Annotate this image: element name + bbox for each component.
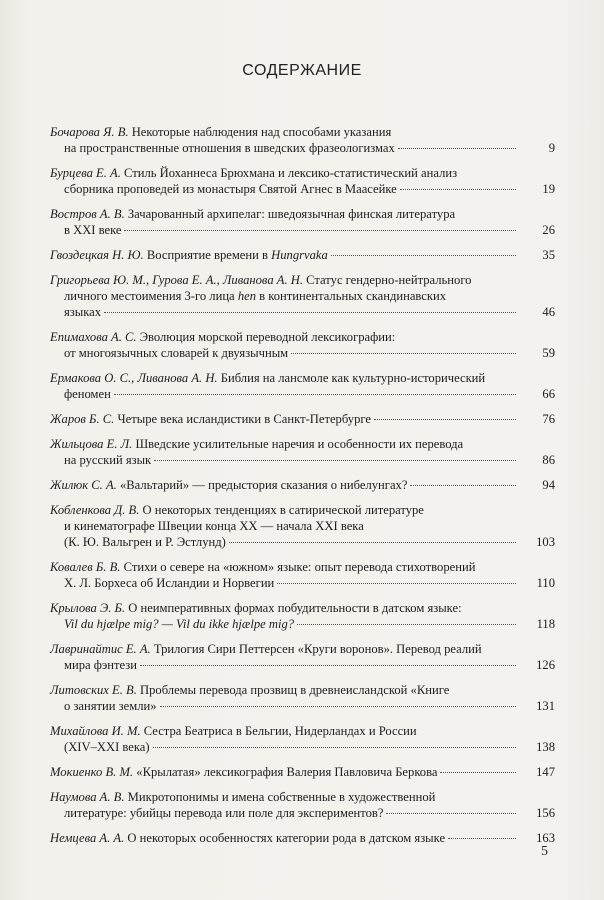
toc-entry-text	[64, 345, 288, 361]
toc-entry-line	[50, 181, 519, 197]
toc-entry-page: 66	[542, 387, 555, 401]
toc-entry	[50, 124, 555, 156]
toc-entry-title: «Крылатая» лексикография Валерия Павловича Беркова	[133, 765, 438, 779]
toc-entry-author: Немцева А. А.	[50, 831, 125, 845]
toc-entry-line	[50, 723, 519, 739]
toc-entry-title: Стиль Йоханнеса Брюхмана и лексико-статистический анализ	[120, 166, 458, 180]
toc-entry-text	[50, 830, 445, 846]
toc-entry-text	[64, 534, 226, 550]
toc-entry-line	[50, 789, 519, 805]
dot-leader	[386, 812, 516, 814]
toc-entry-line	[50, 272, 519, 288]
toc-entry	[50, 436, 555, 468]
toc-entry-author: Литовских Е. В.	[50, 683, 137, 697]
toc-entry-text	[64, 698, 157, 714]
toc-entry-line	[50, 206, 519, 222]
toc-entry-title-cont: о занятии земли»	[64, 699, 157, 713]
toc-entry-title-cont: личного местоимения 3-го лица	[64, 289, 238, 303]
toc-entry-text	[64, 739, 150, 755]
dot-leader	[229, 541, 516, 543]
toc-entry-line	[50, 830, 519, 846]
toc-entry-title-cont: от многоязычных словарей к двуязычным	[64, 346, 289, 360]
toc-entry	[50, 247, 555, 263]
toc-entry	[50, 329, 555, 361]
toc-entry-author: Жаров Б. С.	[50, 412, 115, 426]
dot-leader	[160, 705, 516, 707]
dot-leader	[400, 188, 516, 190]
toc-entry-text	[64, 386, 111, 402]
toc-entry-line	[50, 698, 519, 714]
toc-entry-page: 138	[536, 740, 555, 754]
toc-entry-author: Михайлова И. М.	[50, 724, 141, 738]
toc-entry-title: Микротопонимы и имена собственные в художественной	[124, 790, 436, 804]
toc-entry-line	[50, 329, 519, 345]
toc-entry-page: 46	[542, 305, 555, 319]
toc-entry-author: Гвоздецкая Н. Ю.	[50, 248, 144, 262]
toc-entry-title: Шведские усилительные наречия и особенности их перевода	[132, 437, 464, 451]
toc-entry-title-cont: на русский язык	[64, 453, 152, 467]
toc-entry-page: 76	[542, 412, 555, 426]
toc-entry-title-cont: феномен	[64, 387, 111, 401]
toc-entry-text	[50, 764, 437, 780]
toc-entry-title: Стихи о севере на «южном» языке: опыт перевода стихотворений	[120, 560, 476, 574]
toc-entry-page: 118	[536, 617, 555, 631]
toc-entry-title-cont: в XXI веке	[64, 223, 122, 237]
toc-entry	[50, 370, 555, 402]
toc-entry-text	[64, 657, 137, 673]
toc-entry-author: Крылова Э. Б.	[50, 601, 126, 615]
toc-entry-line	[50, 345, 519, 361]
toc-entry-page: 156	[536, 806, 555, 820]
toc-entry-line	[50, 575, 519, 591]
toc-entry	[50, 600, 555, 632]
toc-entry-line	[50, 222, 519, 238]
toc-entry-author: Ковалев Б. В.	[50, 560, 121, 574]
toc-entry-page: 163	[536, 831, 555, 845]
toc-entry-page: 110	[536, 576, 555, 590]
toc-entry-text	[64, 805, 383, 821]
dot-leader	[114, 393, 516, 395]
toc-entry-page: 35	[542, 248, 555, 262]
toc-entry-title-italic: hen	[237, 289, 256, 303]
toc-entry-title: О некоторых особенностях категории рода в датском языке	[124, 831, 446, 845]
toc-entry-title: Статус гендерно-нейтрального	[303, 273, 472, 287]
toc-entry-line	[50, 411, 519, 427]
toc-entry-line	[50, 518, 519, 534]
table-of-contents	[50, 124, 555, 855]
toc-entry-line	[50, 764, 519, 780]
dot-leader	[104, 311, 516, 313]
toc-entry	[50, 641, 555, 673]
toc-entry-title-cont: (XIV–XXI века)	[64, 740, 150, 754]
toc-entry-author: Ермакова О. С., Ливанова А. Н.	[50, 371, 218, 385]
toc-entry-title-cont: в континентальных скандинавских	[256, 289, 447, 303]
toc-entry-author: Епимахова А. С.	[50, 330, 137, 344]
toc-entry-title: О некоторых тенденциях в сатирической литературе	[139, 503, 424, 517]
toc-entry-author: Наумова А. В.	[50, 790, 125, 804]
toc-entry-page: 103	[536, 535, 555, 549]
toc-entry-line	[50, 288, 519, 304]
toc-entry-line	[50, 140, 519, 156]
dot-leader	[140, 664, 516, 666]
toc-entry-title: Восприятие времени в	[143, 248, 272, 262]
toc-entry-page: 94	[542, 478, 555, 492]
toc-entry-author: Кобленкова Д. В.	[50, 503, 140, 517]
toc-entry-author: Мокиенко В. М.	[50, 765, 134, 779]
toc-entry-author: Григорьева Ю. М., Гурова Е. А., Ливанова А. Н.	[50, 273, 303, 287]
toc-entry	[50, 477, 555, 493]
toc-entry-title: Четыре века исландистики в Санкт-Петербурге	[114, 412, 371, 426]
dot-leader	[277, 582, 516, 584]
toc-entry-author: Бочарова Я. В.	[50, 125, 129, 139]
toc-entry-line	[50, 682, 519, 698]
toc-entry	[50, 502, 555, 550]
dot-leader	[410, 484, 516, 486]
dot-leader	[297, 623, 516, 625]
toc-entry-line	[50, 805, 519, 821]
toc-entry-text	[64, 304, 101, 320]
toc-entry-title-cont: (К. Ю. Вальгрен и Р. Эстлунд)	[64, 535, 226, 549]
dot-leader	[154, 459, 516, 461]
toc-entry-text	[64, 222, 121, 238]
dot-leader	[440, 771, 516, 773]
toc-entry-title-cont: литературе: убийцы перевода или поле для экспериментов?	[64, 806, 384, 820]
toc-entry-line	[50, 641, 519, 657]
toc-entry-author: Лавринайтис Е. А.	[50, 642, 151, 656]
toc-entry-line	[50, 124, 519, 140]
toc-entry	[50, 723, 555, 755]
toc-entry-line	[50, 502, 519, 518]
toc-entry	[50, 559, 555, 591]
dot-leader	[398, 147, 516, 149]
toc-entry-text	[64, 452, 151, 468]
toc-entry-line	[50, 386, 519, 402]
toc-entry-title: Некоторые наблюдения над способами указания	[128, 125, 392, 139]
toc-entry-title: «Вальтарий» — предыстория сказания о нибелунгах?	[116, 478, 408, 492]
toc-entry-author: Бурцева Е. А.	[50, 166, 121, 180]
toc-entry-text	[64, 181, 397, 197]
toc-entry-page: 59	[542, 346, 555, 360]
toc-entry-page: 9	[548, 141, 555, 155]
toc-entry-title-cont: сборника проповедей из монастыря Святой Агнес в Маасейке	[64, 182, 397, 196]
dot-leader	[291, 352, 516, 354]
toc-entry-line	[50, 165, 519, 181]
toc-entry-line	[50, 657, 519, 673]
toc-entry	[50, 789, 555, 821]
toc-entry-title-cont: мира фэнтези	[64, 658, 138, 672]
dot-leader	[153, 746, 516, 748]
toc-entry-line	[50, 247, 519, 263]
page-title: СОДЕРЖАНИЕ	[242, 62, 362, 79]
toc-entry-line	[50, 304, 519, 320]
toc-entry-author: Востров А. В.	[50, 207, 125, 221]
toc-entry	[50, 411, 555, 427]
toc-entry-title-cont: языках	[64, 305, 102, 319]
toc-entry-title: Зачарованный архипелаг: шведоязычная финская литература	[124, 207, 456, 221]
toc-entry-title-cont: Vil du hjælpe mig? — Vil du ikke hjælpe mig?	[64, 617, 295, 631]
toc-entry-page: 126	[536, 658, 555, 672]
toc-entry	[50, 272, 555, 320]
toc-entry-line	[50, 436, 519, 452]
toc-entry-line	[50, 370, 519, 386]
toc-entry	[50, 764, 555, 780]
toc-entry-text	[64, 140, 395, 156]
toc-entry-author: Жилюк С. А.	[50, 478, 117, 492]
toc-entry-line	[50, 600, 519, 616]
toc-entry-line	[50, 739, 519, 755]
toc-entry-title-cont: и кинематографе Швеции конца XX — начала XXI века	[64, 519, 364, 533]
toc-entry-line	[50, 534, 519, 550]
toc-entry-text	[50, 477, 407, 493]
toc-entry	[50, 206, 555, 238]
toc-entry-title-cont: Х. Л. Борхеса об Исландии и Норвегии	[64, 576, 275, 590]
toc-entry-title: Эволюция морской переводной лексикографии:	[136, 330, 396, 344]
toc-entry-title: Библия на лансмоле как культурно-исторический	[217, 371, 486, 385]
toc-entry	[50, 165, 555, 197]
toc-entry-title: О неимперативных формах побудительности в датском языке:	[125, 601, 462, 615]
toc-entry-text	[50, 411, 371, 427]
toc-entry-title: Проблемы перевода прозвищ в древнеисландской «Книге	[136, 683, 450, 697]
toc-entry-page: 26	[542, 223, 555, 237]
toc-entry-title-italic: Hungrvaka	[271, 248, 328, 262]
toc-entry-line	[50, 616, 519, 632]
toc-entry-page: 19	[542, 182, 555, 196]
page-number: 5	[541, 844, 548, 859]
dot-leader	[331, 254, 516, 256]
toc-entry	[50, 830, 555, 846]
dot-leader	[374, 418, 516, 420]
toc-entry-line	[50, 559, 519, 575]
toc-entry-text	[64, 616, 294, 632]
toc-entry-author: Жильцова Е. Л.	[50, 437, 133, 451]
toc-entry-title-cont: на пространственные отношения в шведских фразеологизмах	[64, 141, 395, 155]
toc-entry-line	[50, 477, 519, 493]
toc-entry	[50, 682, 555, 714]
toc-entry-text	[50, 247, 328, 263]
toc-entry-text	[64, 575, 274, 591]
toc-entry-page: 86	[542, 453, 555, 467]
toc-entry-title: Сестра Беатриса в Бельгии, Нидерландах и России	[140, 724, 417, 738]
toc-entry-line	[50, 452, 519, 468]
toc-entry-page: 147	[536, 765, 555, 779]
toc-entry-page: 131	[536, 699, 555, 713]
dot-leader	[124, 229, 516, 231]
toc-entry-title: Трилогия Сири Петтерсен «Круги воронов». Перевод реалий	[150, 642, 482, 656]
dot-leader	[448, 837, 516, 839]
